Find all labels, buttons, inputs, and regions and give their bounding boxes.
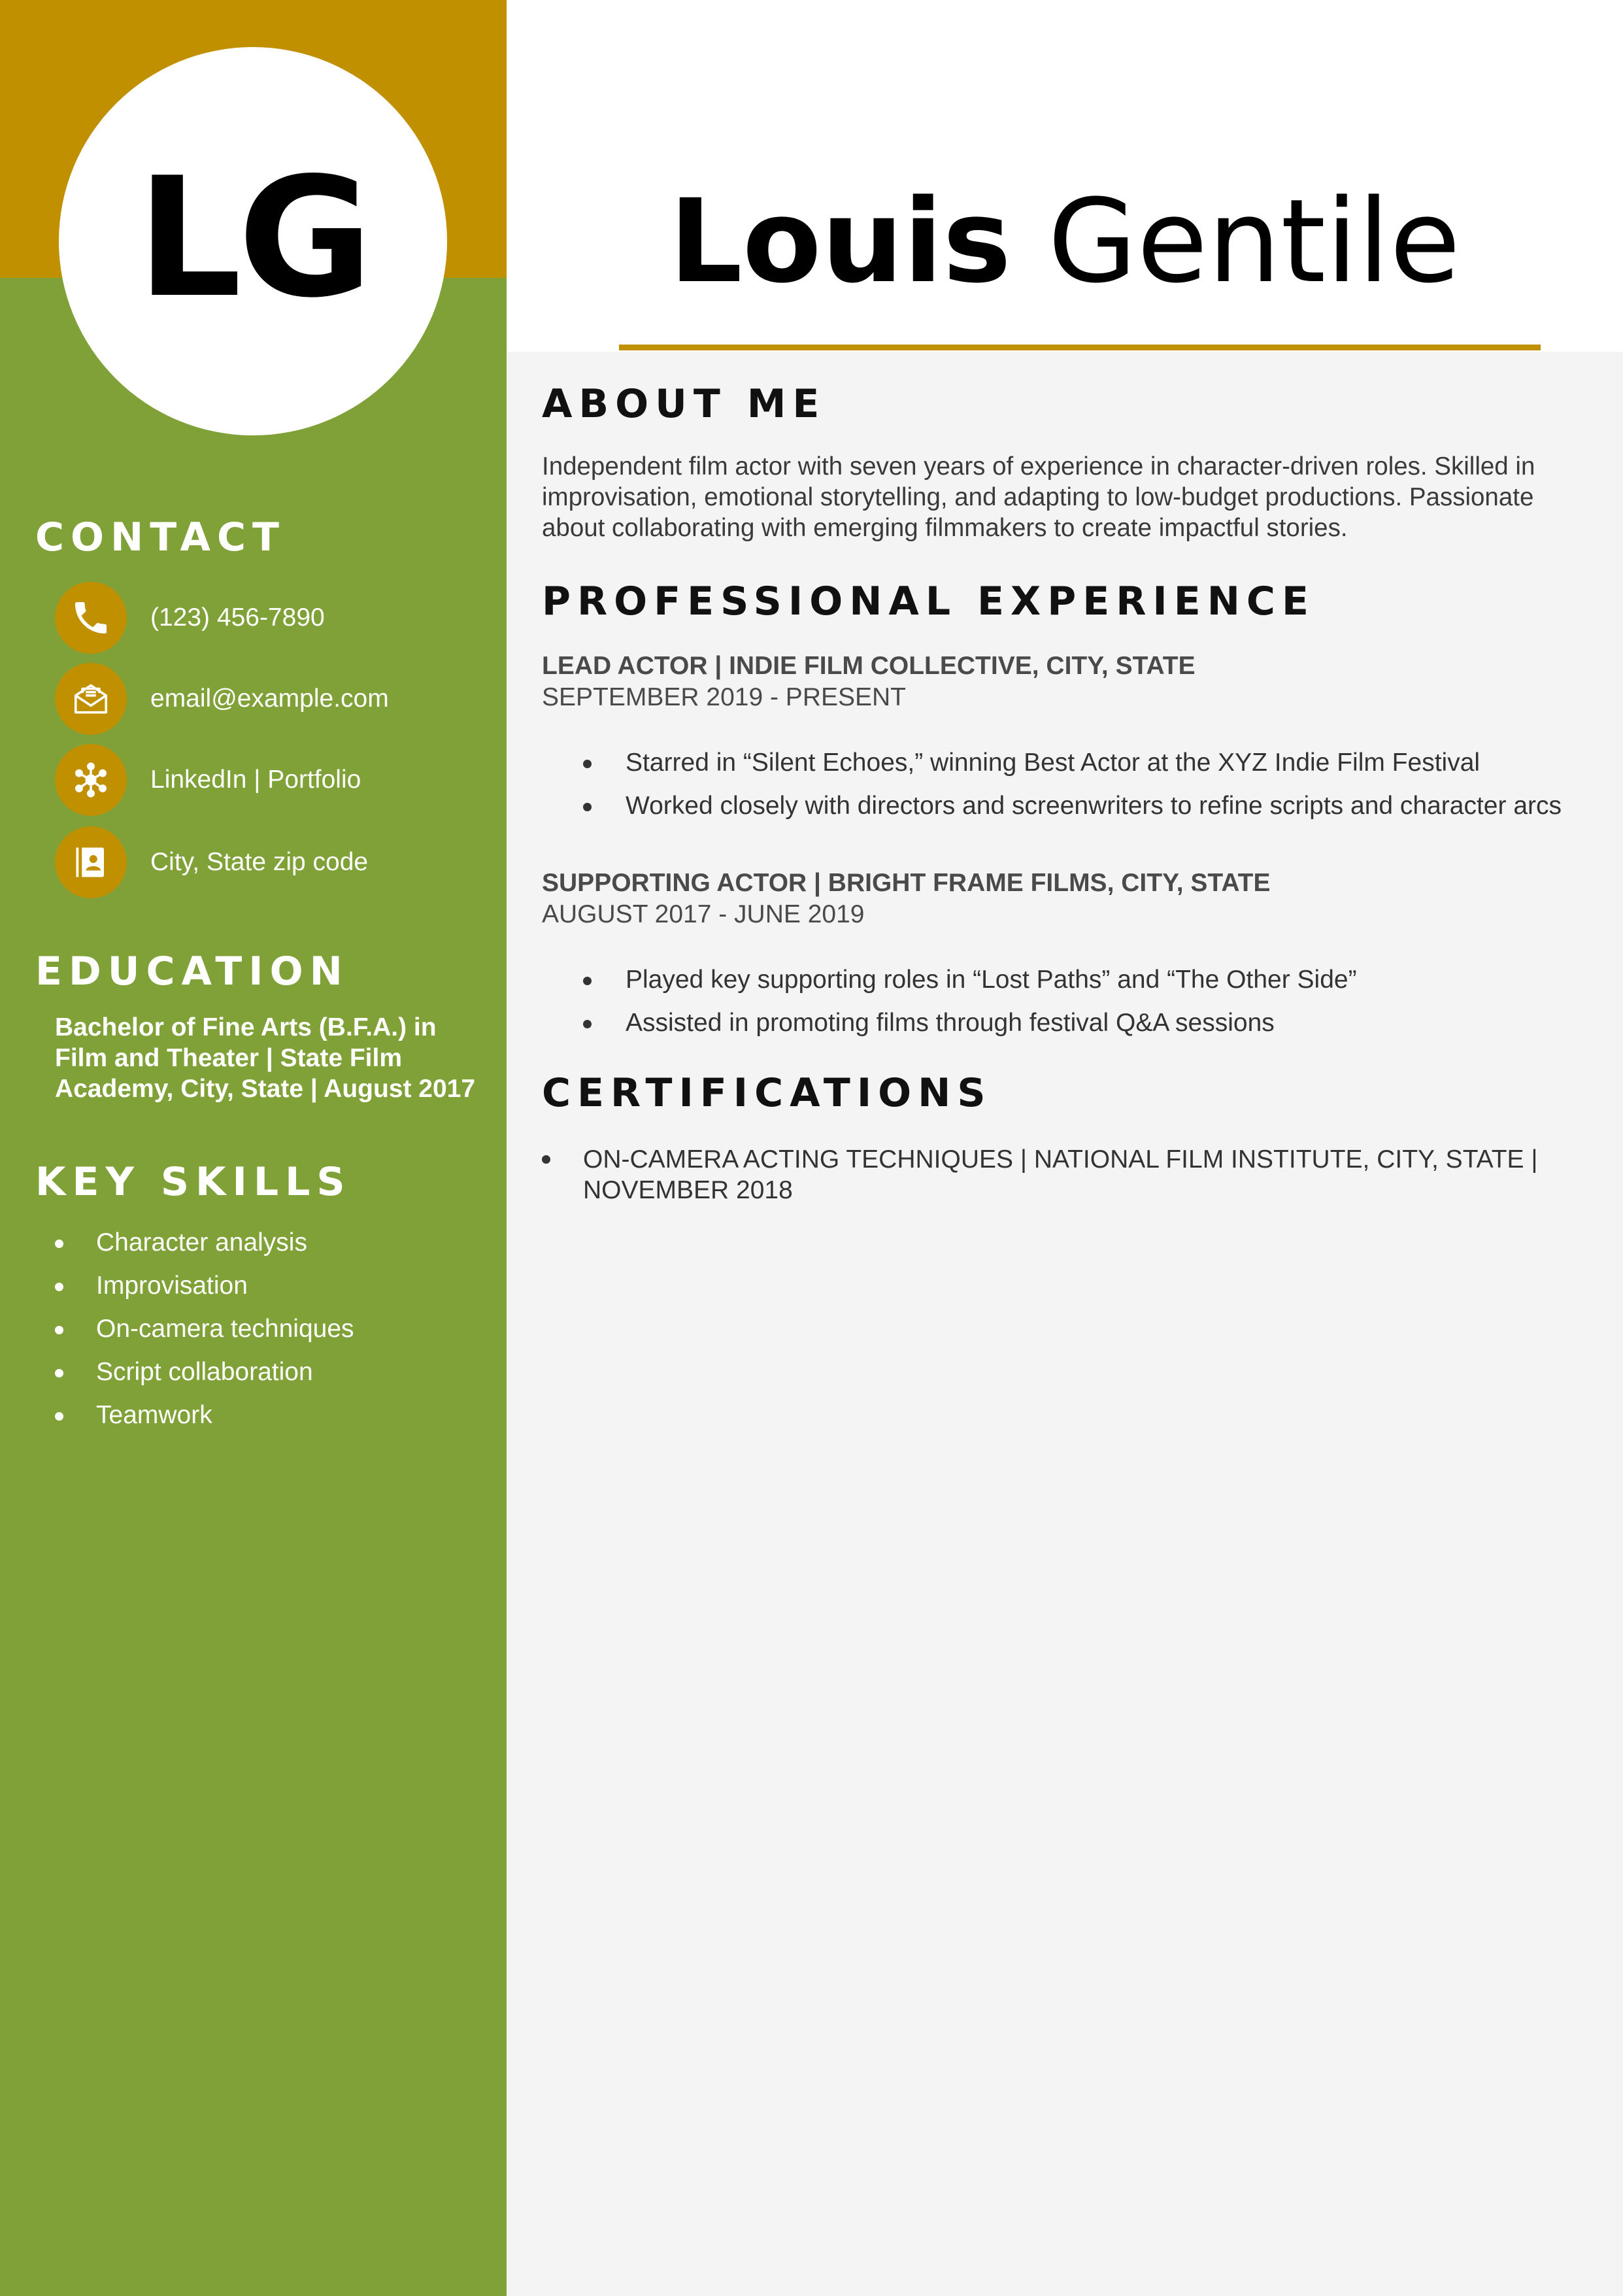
phone-icon: [55, 582, 127, 654]
skill-item: Teamwork: [55, 1394, 354, 1437]
about-text: Independent film actor with seven years of experience in character-driven roles. Skilled in improvisation, emotional storytelling, and adapting to low-budget productions. Passionate about collaborating with emerging filmmakers to create impactful stories.: [542, 452, 1535, 542]
skill-item: Script collaboration: [55, 1351, 354, 1394]
contact-email-text[interactable]: email@example.com: [150, 684, 389, 713]
contact-links: [55, 744, 361, 816]
certifications-list: [542, 1144, 1562, 1206]
sidebar: [0, 0, 507, 2296]
job-bullet: Assisted in promoting films through festival Q&A sessions: [583, 1002, 1357, 1045]
skills-list: [55, 1221, 354, 1437]
last-name: Gentile: [1048, 175, 1461, 309]
full-name: [507, 175, 1623, 309]
skill-item: On-camera techniques: [55, 1308, 354, 1351]
job-bullets: [583, 741, 1562, 828]
address-book-icon: [55, 826, 127, 898]
job-title: LEAD ACTOR | INDIE FILM COLLECTIVE, CITY, STATE: [542, 652, 1196, 680]
about-heading: ABOUT ME: [542, 381, 826, 427]
contact-heading: CONTACT: [35, 515, 286, 560]
job-dates: SEPTEMBER 2019 - PRESENT: [542, 683, 907, 711]
certification-item: ON-CAMERA ACTING TECHNIQUES | NATIONAL FILM INSTITUTE, CITY, STATE | NOVEMBER 2018: [542, 1144, 1562, 1206]
skill-item: Improvisation: [55, 1264, 354, 1308]
contact-address-text: City, State zip code: [150, 848, 369, 876]
education-entry: Bachelor of Fine Arts (B.F.A.) in Film and Theater | State Film Academy, City, State | August 2017: [55, 1013, 476, 1103]
contact-phone: [55, 582, 325, 654]
skill-item: Character analysis: [55, 1221, 354, 1264]
contact-links-text[interactable]: LinkedIn | Portfolio: [150, 766, 361, 794]
job-bullet: Worked closely with directors and screenwriters to refine scripts and character arcs: [583, 785, 1562, 828]
contact-address: [55, 826, 368, 898]
monogram: LG: [137, 143, 369, 334]
envelope-icon: [55, 663, 127, 735]
contact-email: [55, 663, 389, 735]
name-divider: [619, 345, 1541, 350]
certifications-heading: CERTIFICATIONS: [542, 1070, 992, 1116]
education-heading: EDUCATION: [35, 949, 349, 994]
job-dates: AUGUST 2017 - JUNE 2019: [542, 900, 865, 928]
job-bullet: Played key supporting roles in “Lost Paths” and “The Other Side”: [583, 958, 1357, 1002]
monogram-badge: [59, 47, 447, 435]
experience-heading: PROFESSIONAL EXPERIENCE: [542, 579, 1315, 624]
name-header: [507, 0, 1623, 352]
job-bullets: [583, 958, 1357, 1045]
key-skills-heading: KEY SKILLS: [35, 1159, 352, 1205]
first-name: Louis: [669, 175, 1012, 309]
network-icon: [55, 744, 127, 816]
contact-phone-text[interactable]: (123) 456-7890: [150, 603, 325, 632]
job-title: SUPPORTING ACTOR | BRIGHT FRAME FILMS, CITY, STATE: [542, 869, 1271, 897]
job-bullet: Starred in “Silent Echoes,” winning Best Actor at the XYZ Indie Film Festival: [583, 741, 1562, 785]
